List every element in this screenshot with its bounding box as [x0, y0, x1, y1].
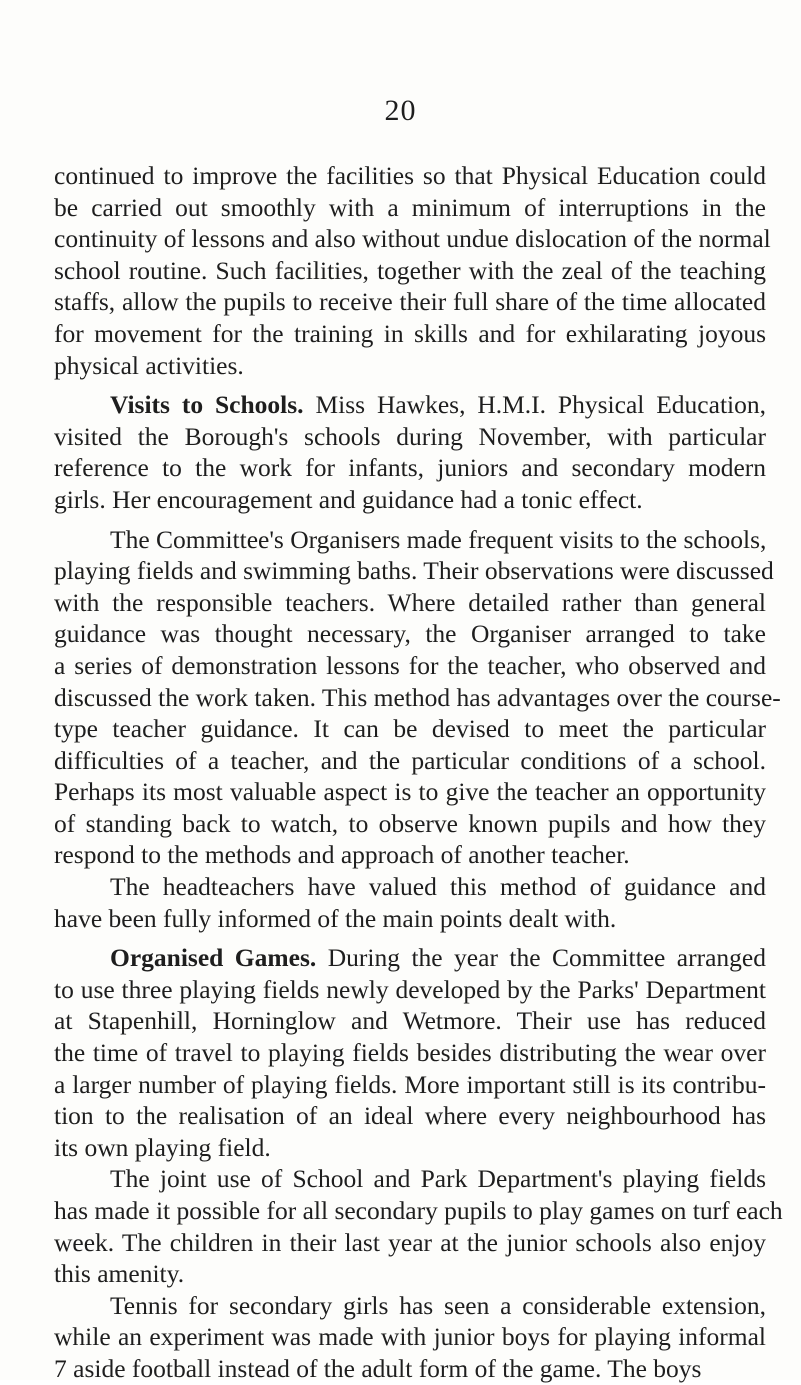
text-line: [54, 160, 766, 192]
text-line: [54, 452, 766, 484]
line-text: with the responsible teachers. Where detailed rather than general: [54, 587, 766, 617]
text-line: [54, 286, 766, 318]
paragraph: [54, 1290, 766, 1385]
paragraph-gap: [54, 381, 766, 389]
text-line: [54, 350, 766, 382]
line-text: a series of demonstration lessons for the teacher, who observed and: [54, 650, 766, 680]
line-text: week. The children in their last year at the junior schools also enjoy: [54, 1227, 766, 1257]
line-text: visited the Borough's schools during November, with particular: [54, 421, 766, 451]
line-text: of standing back to watch, to observe known pupils and how they: [54, 808, 766, 838]
text-line: [54, 650, 766, 682]
paragraph: [54, 871, 766, 934]
text-line: [54, 1290, 766, 1322]
text-line: [54, 1132, 766, 1164]
line-text: have been fully informed of the main points dealt with.: [54, 903, 617, 933]
paragraph: [54, 524, 781, 872]
text-line: [54, 1195, 783, 1227]
paragraph-gap: [54, 516, 766, 524]
line-text: 7 aside football instead of the adult form of the game. The boys: [54, 1353, 702, 1383]
text-line: [54, 871, 766, 903]
line-text: the time of travel to playing fields besides distributing the wear over: [54, 1038, 766, 1068]
text-line: [54, 1227, 766, 1259]
line-text: at Stapenhill, Horninglow and Wetmore. Their use has reduced: [54, 1006, 766, 1036]
text-line: [54, 1069, 766, 1101]
line-text: The joint use of School and Park Department's playing fields: [110, 1164, 766, 1194]
paragraph: [54, 942, 766, 1163]
line-text: staffs, allow the pupils to receive their full share of the time allocated: [54, 287, 766, 317]
body-text: [54, 160, 783, 1385]
text-line: [54, 839, 766, 871]
line-text: playing fields and swimming baths. Their observations were discussed: [54, 556, 774, 586]
text-line: [54, 1100, 766, 1132]
text-line: [54, 484, 766, 516]
line-text: to use three playing fields newly developed by the Parks' Department: [54, 974, 766, 1004]
text-line: [54, 524, 766, 556]
line-text: The headteachers have valued this method of guidance and: [110, 872, 766, 902]
text-line: [54, 587, 766, 619]
text-line: [54, 255, 766, 287]
text-line: [54, 389, 766, 421]
line-text: be carried out smoothly with a minimum of interruptions in the: [54, 192, 766, 222]
line-text: reference to the work for infants, juniors and secondary modern: [54, 453, 766, 483]
text-line: [54, 1321, 766, 1353]
text-line: [54, 745, 766, 777]
line-text: During the year the Committee arranged: [316, 943, 766, 973]
line-text: Perhaps its most valuable aspect is to give the teacher an opportunity: [54, 777, 766, 807]
line-text: a larger number of playing fields. More important still is its contribu-: [54, 1069, 766, 1099]
line-text: while an experiment was made with junior boys for playing informal: [54, 1322, 766, 1352]
line-text: girls. Her encouragement and guidance had a tonic effect.: [54, 484, 643, 514]
line-text: Miss Hawkes, H.M.I. Physical Education,: [303, 390, 766, 420]
line-text: respond to the methods and approach of another teacher.: [54, 840, 630, 870]
line-text: type teacher guidance. It can be devised to meet the particular: [54, 714, 766, 744]
text-line: [54, 318, 766, 350]
text-line: [54, 903, 766, 935]
line-text: school routine. Such facilities, together with the zeal of the teaching: [54, 255, 766, 285]
text-line: [54, 1005, 766, 1037]
text-line: [54, 776, 766, 808]
text-line: [54, 808, 766, 840]
page-number: 20: [384, 94, 417, 127]
paragraph: [54, 389, 766, 515]
section-heading: Visits to Schools.: [110, 390, 304, 420]
text-line: [54, 1163, 766, 1195]
text-line: [54, 618, 766, 650]
paragraph: [54, 160, 771, 381]
line-text: difficulties of a teacher, and the particular conditions of a school.: [54, 745, 766, 775]
line-text: this amenity.: [54, 1259, 185, 1289]
line-text: its own playing field.: [54, 1132, 271, 1162]
line-text: physical activities.: [54, 350, 244, 380]
text-line: [54, 713, 766, 745]
line-text: discussed the work taken. This method has advantages over the course-: [54, 682, 781, 712]
text-line: [54, 192, 766, 224]
text-line: [54, 421, 766, 453]
text-line: [54, 555, 774, 587]
text-line: [54, 682, 781, 714]
line-text: The Committee's Organisers made frequent visits to the schools,: [110, 524, 767, 554]
line-text: continued to improve the facilities so that Physical Education could: [54, 161, 766, 190]
line-text: has made it possible for all secondary pupils to play games on turf each: [54, 1196, 783, 1225]
text-line: [54, 223, 771, 255]
line-text: continuity of lessons and also without undue dislocation of the normal: [54, 224, 771, 254]
line-text: Tennis for secondary girls has seen a considerable extension,: [110, 1290, 766, 1320]
line-text: guidance was thought necessary, the Organiser arranged to take: [54, 619, 766, 649]
text-line: [54, 974, 766, 1006]
text-line: [54, 1037, 766, 1069]
paragraph: [54, 1163, 783, 1289]
paragraph-gap: [54, 934, 766, 942]
text-line: [54, 1258, 766, 1290]
section-heading: Organised Games.: [110, 943, 317, 973]
line-text: tion to the realisation of an ideal where every neighbourhood has: [54, 1101, 766, 1131]
line-text: for movement for the training in skills and for exhilarating joyous: [54, 318, 766, 348]
text-line: [54, 942, 766, 974]
